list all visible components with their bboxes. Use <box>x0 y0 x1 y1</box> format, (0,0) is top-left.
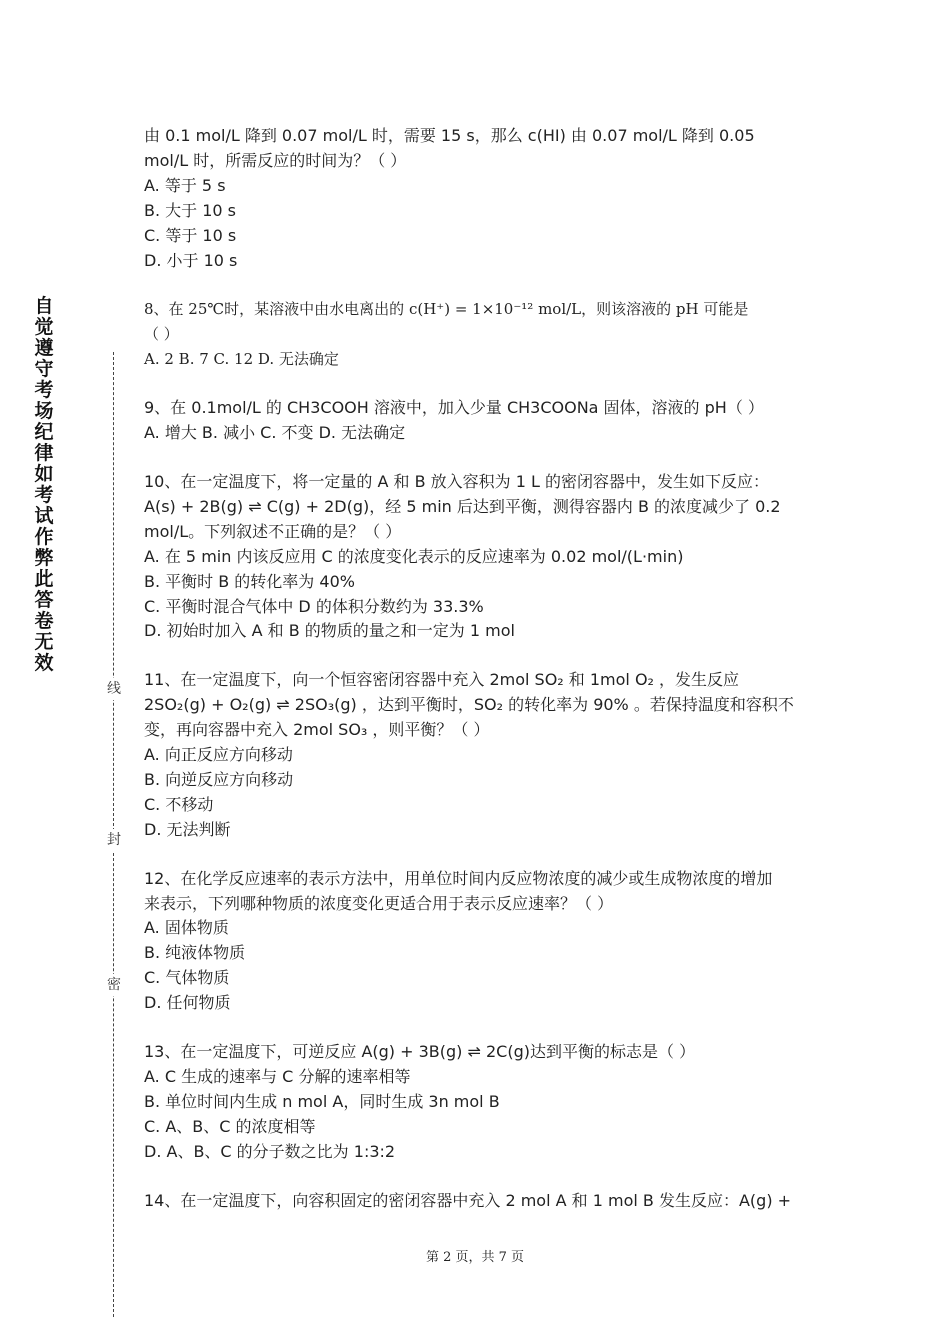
question-10 <box>144 470 814 644</box>
option-c: C. 不移动 <box>144 794 214 814</box>
question-content <box>144 124 814 1238</box>
options-inline: A. 2 B. 7 C. 12 D. 无法确定 <box>144 350 339 369</box>
option-d: D. 小于 10 s <box>144 250 238 270</box>
question-text: 12、在化学反应速率的表示方法中，用单位时间内反应物浓度的减少或生成物浓度的增加 <box>144 868 773 888</box>
option-d: D. 无法判断 <box>144 819 231 839</box>
question-12 <box>144 867 814 1016</box>
option-c: C. 气体物质 <box>144 968 230 988</box>
question-text: A(s) + 2B(g) ⇌ C(g) + 2D(g)，经 5 min 后达到平衡，测得容器内 B 的浓度减少了 0.2 <box>144 496 781 516</box>
option-c: C. 等于 10 s <box>144 225 237 245</box>
option-b: B. 纯液体物质 <box>144 943 246 963</box>
option-a: A. 固体物质 <box>144 918 229 938</box>
question-8 <box>144 297 814 372</box>
question-text: 10、在一定温度下，将一定量的 A 和 B 放入容积为 1 L 的密闭容器中，发生如下反应： <box>144 471 769 491</box>
option-b: B. 向逆反应方向移动 <box>144 769 294 789</box>
question-text: 2SO₂(g) + O₂(g) ⇌ 2SO₃(g) ，达到平衡时，SO₂ 的转化率为 90% 。若保持温度和容积不 <box>144 695 794 715</box>
question-text: （ ） <box>144 325 179 344</box>
question-text: 9、在 0.1mol/L 的 CH3COOH 溶液中，加入少量 CH3COONa 固体，溶液的 pH（ ） <box>144 398 764 418</box>
question-text: mol/L 时，所需反应的时间为？（ ） <box>144 150 407 170</box>
seal-mark-secret: 密 <box>104 974 124 996</box>
question-text: 由 0.1 mol/L 降到 0.07 mol/L 时，需要 15 s，那么 c(HI) 由 0.07 mol/L 降到 0.05 <box>144 126 755 145</box>
question-text: 变，再向容器中充入 2mol SO₃ ，则平衡？（ ） <box>144 720 490 740</box>
option-d: D. 初始时加入 A 和 B 的物质的量之和一定为 1 mol <box>144 621 515 641</box>
option-c: C. A、B、C 的浓度相等 <box>144 1116 316 1136</box>
question-14 <box>144 1189 814 1214</box>
question-7-continued <box>144 124 814 273</box>
question-text: 11、在一定温度下，向一个恒容密闭容器中充入 2mol SO₂ 和 1mol O₂ ，发生反应 <box>144 670 740 690</box>
option-a: A. C 生成的速率与 C 分解的速率相等 <box>144 1067 411 1086</box>
options-inline: A. 增大 B. 减小 C. 不变 D. 无法确定 <box>144 423 406 443</box>
page-number-footer: 第 2 页，共 7 页 <box>425 1250 525 1265</box>
option-b: B. 单位时间内生成 n mol A，同时生成 3n mol B <box>144 1091 500 1111</box>
option-a: A. 等于 5 s <box>144 175 226 195</box>
exam-discipline-notice: 自 觉 遵 守 考 场 纪 律 如 考 试 作 弊 此 答 卷 无 效 <box>34 295 54 674</box>
question-text: mol/L。下列叙述不正确的是？（ ） <box>144 521 402 541</box>
option-c: C. 平衡时混合气体中 D 的体积分数约为 33.3% <box>144 596 484 616</box>
question-text: 13、在一定温度下，可逆反应 A(g) + 3B(g) ⇌ 2C(g)达到平衡的标志是（ ） <box>144 1042 696 1062</box>
option-a: A. 在 5 min 内该反应用 C 的浓度变化表示的反应速率为 0.02 mol/(L·min) <box>144 546 684 566</box>
option-b: B. 大于 10 s <box>144 200 237 220</box>
question-text: 来表示，下列哪种物质的浓度变化更适合用于表示反应速率？（ ） <box>144 893 614 913</box>
question-9 <box>144 396 814 446</box>
question-13 <box>144 1040 814 1165</box>
seal-mark-line: 线 <box>104 678 124 700</box>
option-d: D. A、B、C 的分子数之比为 1:3:2 <box>144 1141 396 1161</box>
question-text: 8、在 25℃时，某溶液中由水电离出的 c(H⁺) = 1×10⁻¹² mol/L，则该溶液的 pH 可能是 <box>144 300 749 319</box>
option-d: D. 任何物质 <box>144 993 231 1013</box>
seal-mark-seal: 封 <box>104 829 124 851</box>
option-b: B. 平衡时 B 的转化率为 40% <box>144 571 355 591</box>
option-a: A. 向正反应方向移动 <box>144 745 293 765</box>
question-text: 14、在一定温度下，向容积固定的密闭容器中充入 2 mol A 和 1 mol B 发生反应：A(g) + <box>144 1190 792 1210</box>
question-11 <box>144 668 814 842</box>
